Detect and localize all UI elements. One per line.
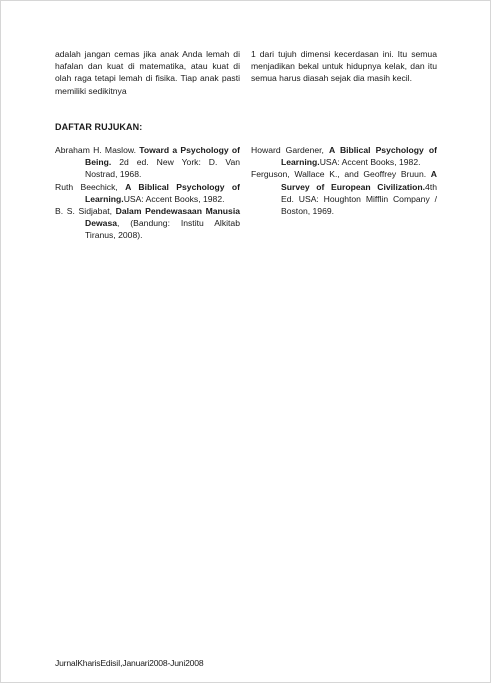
references-right-column <box>251 144 437 217</box>
journal-footer: JurnalKharisEdisiI,Januari2008-Juni2008 <box>55 658 204 668</box>
reference-details: , (Bandung: Institu Alkitab Tiranus, 2008). <box>85 218 240 241</box>
reference-title: Dalam Pendewasaan Manusia Dewasa <box>85 206 241 229</box>
reference-author: Ruth Beechick, <box>55 181 118 192</box>
reference-title: A Survey of European Civilization. <box>281 169 438 192</box>
reference-author: Ferguson, Wallace K., and Geoffrey Bruun. <box>251 169 427 180</box>
reference-item <box>55 181 240 205</box>
reference-item <box>251 168 437 217</box>
reference-item <box>55 205 240 242</box>
reference-author: Abraham H. Maslow. <box>55 145 136 155</box>
references-heading: DAFTAR RUJUKAN: <box>55 122 143 132</box>
reference-author: Howard Gardener, <box>251 145 324 155</box>
reference-title: A Biblical Psychology of Learning. <box>281 145 437 168</box>
reference-author: B. S. Sidjabat, <box>55 206 112 217</box>
reference-title: A Biblical Psychology of Learning. <box>85 181 240 204</box>
reference-details: 2d ed. New York: D. Van Nostrad, 1968. <box>85 157 240 180</box>
references-left-column <box>55 144 240 242</box>
reference-details: USA: Accent Books, 1982. <box>123 193 225 204</box>
body-paragraph-right: 1 dari tujuh dimensi kecerdasan ini. Itu semua menjadikan bekal untuk hidupnya kelak, dan itu semua harus diasah sejak dia masih kecil. <box>251 49 437 84</box>
reference-details: USA: Accent Books, 1982. <box>319 157 421 168</box>
reference-title: Toward a Psychology of Being. <box>85 145 240 168</box>
reference-details: 4th Ed. USA: Houghton Mifflin Company / Boston, 1969. <box>281 181 437 217</box>
reference-item <box>251 144 437 168</box>
reference-item <box>55 144 240 181</box>
body-paragraph-left: adalah jangan cemas jika anak Anda lemah di hafalan dan kuat di matematika, atau kuat di olah raga tetapi lemah di fisika. Tiap anak pasti memiliki sedikitnya <box>55 49 240 96</box>
